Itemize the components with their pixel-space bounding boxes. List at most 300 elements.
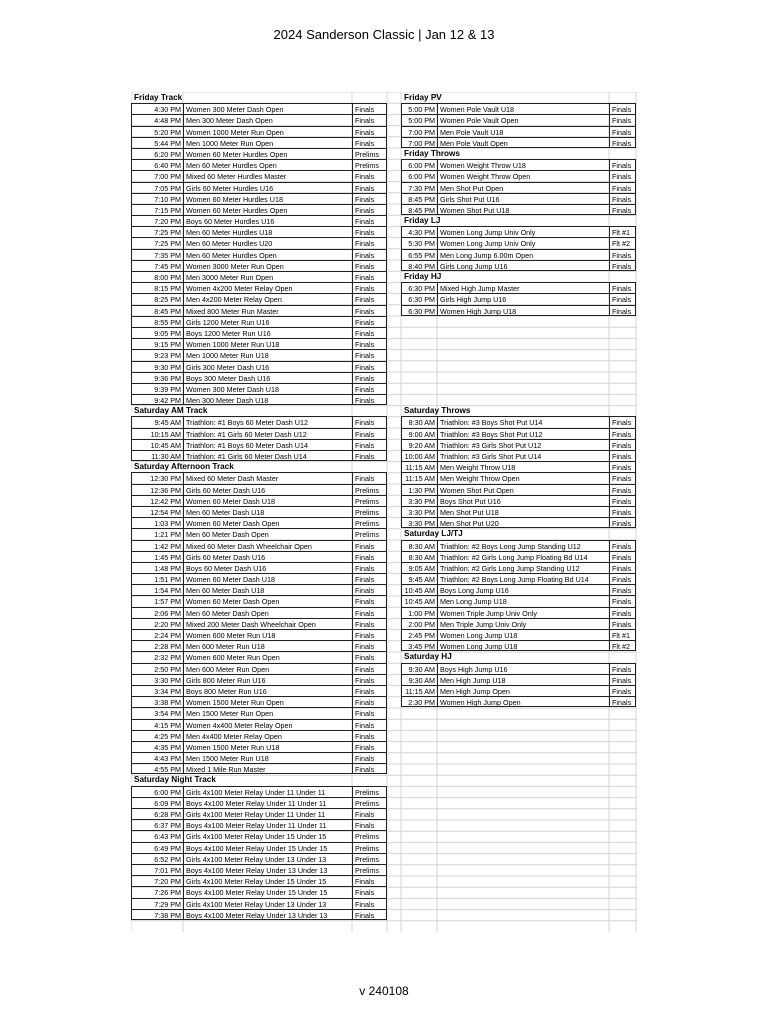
event-time: 10:45 AM bbox=[401, 584, 437, 595]
event-round: Finals bbox=[352, 607, 387, 618]
event-time: 7:00 PM bbox=[131, 170, 183, 181]
event-round: Finals bbox=[352, 595, 387, 606]
event-row bbox=[131, 842, 401, 853]
event-row bbox=[131, 830, 401, 841]
event-time: 1:54 PM bbox=[131, 584, 183, 595]
event-round: Finals bbox=[352, 260, 387, 271]
event-time: 10:15 AM bbox=[131, 428, 183, 439]
event-round: Flt #1 bbox=[609, 226, 636, 237]
event-name: Mixed 200 Meter Dash Wheelchair Open bbox=[183, 618, 352, 629]
right-schedule-column bbox=[401, 92, 637, 707]
event-round: Finals bbox=[352, 685, 387, 696]
event-time: 6:43 PM bbox=[131, 830, 183, 841]
event-row bbox=[131, 763, 401, 774]
section-header-label: Friday Track bbox=[134, 93, 183, 102]
event-time: 11:15 AM bbox=[401, 461, 437, 472]
event-row bbox=[401, 685, 637, 696]
event-row bbox=[131, 148, 401, 159]
event-time: 3:30 PM bbox=[401, 495, 437, 506]
event-name: Girls 4x100 Meter Relay Under 15 Under 15 bbox=[183, 830, 352, 841]
event-name: Men Shot Put U18 bbox=[437, 506, 609, 517]
event-name: Women Pole Vault Open bbox=[437, 114, 609, 125]
event-row bbox=[401, 282, 637, 293]
event-time: 7:00 PM bbox=[401, 126, 437, 137]
event-time: 5:44 PM bbox=[131, 137, 183, 148]
event-round: Finals bbox=[609, 584, 636, 595]
event-round: Finals bbox=[609, 461, 636, 472]
event-row bbox=[401, 237, 637, 248]
event-name: Boys 4x100 Meter Relay Under 13 Under 13 bbox=[183, 909, 352, 920]
event-time: 8:30 AM bbox=[401, 551, 437, 562]
event-time: 6:28 PM bbox=[131, 808, 183, 819]
section-header-label: Saturday AM Track bbox=[134, 406, 208, 416]
event-row bbox=[131, 528, 401, 539]
event-time: 9:30 AM bbox=[401, 663, 437, 674]
event-time: 9:30 AM bbox=[401, 674, 437, 685]
event-round: Finals bbox=[352, 428, 387, 439]
event-time: 6:00 PM bbox=[401, 170, 437, 181]
event-name: Girls 4x100 Meter Relay Under 15 Under 15 bbox=[183, 875, 352, 886]
event-name: Girls 300 Meter Dash U16 bbox=[183, 361, 352, 372]
event-name: Triathlon: #2 Girls Long Jump Standing U12 bbox=[437, 562, 609, 573]
event-name: Triathlon: #2 Boys Long Jump Standing U12 bbox=[437, 540, 609, 551]
event-row bbox=[401, 484, 637, 495]
event-round: Finals bbox=[352, 237, 387, 248]
event-row bbox=[131, 182, 401, 193]
event-row bbox=[401, 506, 637, 517]
event-name: Mixed 1 Mile Run Master bbox=[183, 763, 352, 774]
event-time: 4:48 PM bbox=[131, 114, 183, 125]
event-row bbox=[401, 204, 637, 215]
event-row bbox=[131, 383, 401, 394]
event-row bbox=[401, 540, 637, 551]
event-round: Finals bbox=[609, 282, 636, 293]
event-round: Prelims bbox=[352, 786, 387, 797]
event-row bbox=[401, 126, 637, 137]
event-round: Finals bbox=[609, 193, 636, 204]
event-name: Triathlon: #3 Boys Shot Put U14 bbox=[437, 416, 609, 427]
event-name: Women 60 Meter Dash Open bbox=[183, 517, 352, 528]
event-row bbox=[131, 305, 401, 316]
event-round: Finals bbox=[352, 204, 387, 215]
event-time: 9:30 PM bbox=[131, 361, 183, 372]
event-name: Women 60 Meter Dash Open bbox=[183, 595, 352, 606]
event-row bbox=[131, 898, 401, 909]
event-row bbox=[401, 416, 637, 427]
section-header-label: Saturday HJ bbox=[404, 652, 452, 662]
event-time: 1:57 PM bbox=[131, 595, 183, 606]
event-row bbox=[131, 103, 401, 114]
event-name: Girls 4x100 Meter Relay Under 11 Under 11 bbox=[183, 808, 352, 819]
event-time: 9:45 AM bbox=[131, 416, 183, 427]
event-row bbox=[131, 193, 401, 204]
event-round: Finals bbox=[352, 282, 387, 293]
event-time: 1:48 PM bbox=[131, 562, 183, 573]
event-row bbox=[131, 327, 401, 338]
version-label: v 240108 bbox=[359, 984, 409, 998]
event-time: 12:42 PM bbox=[131, 495, 183, 506]
event-name: Women Long Jump Univ Only bbox=[437, 226, 609, 237]
event-time: 7:26 PM bbox=[131, 886, 183, 897]
event-name: Men 60 Meter Dash U18 bbox=[183, 584, 352, 595]
event-round: Finals bbox=[609, 551, 636, 562]
event-round: Finals bbox=[352, 226, 387, 237]
event-time: 6:20 PM bbox=[131, 148, 183, 159]
event-round: Prelims bbox=[352, 842, 387, 853]
event-time: 6:40 PM bbox=[131, 159, 183, 170]
event-row bbox=[131, 685, 401, 696]
event-name: Girls 60 Meter Dash U16 bbox=[183, 484, 352, 495]
event-name: Men High Jump Open bbox=[437, 685, 609, 696]
event-row bbox=[401, 517, 637, 528]
event-row bbox=[131, 204, 401, 215]
event-row bbox=[401, 103, 637, 114]
event-name: Women 1500 Meter Run Open bbox=[183, 696, 352, 707]
event-row bbox=[131, 215, 401, 226]
event-row bbox=[131, 361, 401, 372]
event-round: Finals bbox=[609, 674, 636, 685]
section-header bbox=[401, 148, 637, 159]
event-row bbox=[401, 696, 637, 707]
event-round: Finals bbox=[609, 685, 636, 696]
event-row bbox=[131, 484, 401, 495]
event-row bbox=[131, 584, 401, 595]
event-time: 7:35 PM bbox=[131, 249, 183, 260]
event-row bbox=[401, 663, 637, 674]
event-round: Finals bbox=[609, 416, 636, 427]
event-name: Women 300 Meter Dash Open bbox=[183, 103, 352, 114]
event-time: 12:30 PM bbox=[131, 472, 183, 483]
event-time: 5:00 PM bbox=[401, 103, 437, 114]
event-row bbox=[131, 786, 401, 797]
event-time: 7:20 PM bbox=[131, 875, 183, 886]
event-round: Finals bbox=[609, 137, 636, 148]
event-row bbox=[401, 450, 637, 461]
event-round: Finals bbox=[352, 707, 387, 718]
event-row bbox=[401, 182, 637, 193]
event-round: Finals bbox=[609, 159, 636, 170]
event-name: Mixed 60 Meter Dash Wheelchair Open bbox=[183, 540, 352, 551]
event-round: Finals bbox=[352, 215, 387, 226]
event-row bbox=[131, 293, 401, 304]
event-row bbox=[131, 719, 401, 730]
section-header-label: Saturday Night Track bbox=[134, 775, 216, 785]
event-time: 2:24 PM bbox=[131, 629, 183, 640]
event-name: Boys 1200 Meter Run U16 bbox=[183, 327, 352, 338]
event-name: Men Pole Vault Open bbox=[437, 137, 609, 148]
event-time: 12:54 PM bbox=[131, 506, 183, 517]
event-time: 9:05 AM bbox=[401, 562, 437, 573]
section-header bbox=[401, 651, 637, 662]
event-name: Men 4x400 Meter Relay Open bbox=[183, 730, 352, 741]
event-time: 2:45 PM bbox=[401, 629, 437, 640]
event-time: 9:00 AM bbox=[401, 428, 437, 439]
event-name: Women 60 Meter Dash U18 bbox=[183, 495, 352, 506]
event-name: Men Weight Throw U18 bbox=[437, 461, 609, 472]
section-header bbox=[401, 528, 637, 539]
event-name: Boys 60 Meter Hurdles U16 bbox=[183, 215, 352, 226]
event-row bbox=[131, 707, 401, 718]
section-header-label: Friday HJ bbox=[404, 272, 442, 281]
event-round: Finals bbox=[609, 484, 636, 495]
event-row bbox=[131, 864, 401, 875]
event-name: Women 60 Meter Hurdles U18 bbox=[183, 193, 352, 204]
event-time: 7:15 PM bbox=[131, 204, 183, 215]
event-name: Women Triple Jump Univ Only bbox=[437, 607, 609, 618]
event-row bbox=[131, 428, 401, 439]
event-round: Finals bbox=[609, 495, 636, 506]
event-row bbox=[131, 875, 401, 886]
event-name: Boys 300 Meter Dash U16 bbox=[183, 372, 352, 383]
event-name: Women Shot Put Open bbox=[437, 484, 609, 495]
event-time: 5:30 PM bbox=[401, 237, 437, 248]
event-row bbox=[131, 540, 401, 551]
event-round: Flt #2 bbox=[609, 640, 636, 651]
schedule-table bbox=[131, 92, 637, 932]
section-header bbox=[131, 774, 401, 785]
event-round: Finals bbox=[352, 909, 387, 920]
event-time: 8:45 PM bbox=[131, 305, 183, 316]
event-time: 6:49 PM bbox=[131, 842, 183, 853]
event-name: Men Pole Vault U18 bbox=[437, 126, 609, 137]
event-time: 8:30 AM bbox=[401, 540, 437, 551]
event-row bbox=[401, 305, 637, 316]
event-time: 4:30 PM bbox=[131, 103, 183, 114]
event-name: Girls 4x100 Meter Relay Under 13 Under 13 bbox=[183, 898, 352, 909]
event-time: 2:28 PM bbox=[131, 640, 183, 651]
event-name: Boys High Jump U16 bbox=[437, 663, 609, 674]
event-row bbox=[131, 640, 401, 651]
event-round: Finals bbox=[352, 618, 387, 629]
event-time: 8:00 PM bbox=[131, 271, 183, 282]
event-row bbox=[401, 618, 637, 629]
event-row bbox=[131, 137, 401, 148]
event-round: Finals bbox=[352, 674, 387, 685]
event-round: Finals bbox=[609, 506, 636, 517]
event-row bbox=[131, 797, 401, 808]
event-name: Women 300 Meter Dash U18 bbox=[183, 383, 352, 394]
event-round: Finals bbox=[352, 696, 387, 707]
event-row bbox=[131, 372, 401, 383]
event-round: Finals bbox=[609, 540, 636, 551]
event-time: 8:45 PM bbox=[401, 204, 437, 215]
event-time: 9:42 PM bbox=[131, 394, 183, 405]
event-time: 2:06 PM bbox=[131, 607, 183, 618]
event-time: 6:55 PM bbox=[401, 249, 437, 260]
event-round: Finals bbox=[609, 595, 636, 606]
event-name: Men 300 Meter Dash Open bbox=[183, 114, 352, 125]
event-time: 11:15 AM bbox=[401, 472, 437, 483]
event-row bbox=[131, 819, 401, 830]
section-header-label: Saturday Throws bbox=[404, 406, 471, 416]
event-name: Women High Jump U18 bbox=[437, 305, 609, 316]
event-time: 8:45 PM bbox=[401, 193, 437, 204]
event-row bbox=[131, 226, 401, 237]
event-name: Women Long Jump U18 bbox=[437, 629, 609, 640]
event-row bbox=[401, 428, 637, 439]
event-round: Finals bbox=[609, 305, 636, 316]
event-name: Girls 60 Meter Hurdles U16 bbox=[183, 182, 352, 193]
event-name: Men 1000 Meter Run U18 bbox=[183, 349, 352, 360]
event-time: 7:25 PM bbox=[131, 237, 183, 248]
event-time: 1:03 PM bbox=[131, 517, 183, 528]
event-round: Finals bbox=[609, 114, 636, 125]
event-name: Women 4x200 Meter Relay Open bbox=[183, 282, 352, 293]
event-row bbox=[401, 159, 637, 170]
event-name: Girls 4x100 Meter Relay Under 11 Under 11 bbox=[183, 786, 352, 797]
event-round: Prelims bbox=[352, 495, 387, 506]
event-name: Boys 4x100 Meter Relay Under 15 Under 15 bbox=[183, 886, 352, 897]
event-row bbox=[131, 472, 401, 483]
event-round: Finals bbox=[352, 472, 387, 483]
event-row bbox=[131, 349, 401, 360]
event-round: Finals bbox=[609, 126, 636, 137]
event-time: 9:23 PM bbox=[131, 349, 183, 360]
page-title: 2024 Sanderson Classic | Jan 12 & 13 bbox=[273, 27, 495, 42]
event-row bbox=[401, 573, 637, 584]
section-header bbox=[401, 271, 637, 282]
event-time: 7:30 PM bbox=[401, 182, 437, 193]
event-name: Women Long Jump Univ Only bbox=[437, 237, 609, 248]
event-time: 7:10 PM bbox=[131, 193, 183, 204]
event-round: Finals bbox=[609, 696, 636, 707]
event-round: Finals bbox=[352, 126, 387, 137]
event-round: Finals bbox=[609, 663, 636, 674]
event-name: Girls 1200 Meter Run U16 bbox=[183, 316, 352, 327]
event-row bbox=[131, 249, 401, 260]
event-row bbox=[131, 237, 401, 248]
event-round: Finals bbox=[352, 730, 387, 741]
event-round: Prelims bbox=[352, 159, 387, 170]
event-round: Finals bbox=[352, 629, 387, 640]
event-round: Finals bbox=[352, 752, 387, 763]
event-name: Women 1000 Meter Run U18 bbox=[183, 338, 352, 349]
event-row bbox=[131, 114, 401, 125]
event-name: Men 60 Meter Hurdles Open bbox=[183, 249, 352, 260]
section-header-label: Friday Throws bbox=[404, 148, 460, 158]
event-name: Triathlon: #1 Girls 60 Meter Dash U12 bbox=[183, 428, 352, 439]
event-round: Prelims bbox=[352, 517, 387, 528]
event-row bbox=[401, 249, 637, 260]
event-time: 3:54 PM bbox=[131, 707, 183, 718]
event-name: Girls 60 Meter Dash U16 bbox=[183, 551, 352, 562]
event-time: 11:15 AM bbox=[401, 685, 437, 696]
section-header-label: Friday LJ bbox=[404, 216, 441, 226]
event-row bbox=[131, 629, 401, 640]
event-round: Finals bbox=[352, 875, 387, 886]
event-time: 9:15 PM bbox=[131, 338, 183, 349]
event-row bbox=[401, 674, 637, 685]
event-row bbox=[131, 126, 401, 137]
event-row bbox=[401, 551, 637, 562]
event-row bbox=[131, 562, 401, 573]
event-name: Girls Shot Put U16 bbox=[437, 193, 609, 204]
event-round: Prelims bbox=[352, 148, 387, 159]
event-name: Men Shot Put U20 bbox=[437, 517, 609, 528]
event-time: 8:15 PM bbox=[131, 282, 183, 293]
event-round: Flt #2 bbox=[609, 237, 636, 248]
event-time: 1:42 PM bbox=[131, 540, 183, 551]
event-row bbox=[131, 439, 401, 450]
event-row bbox=[131, 394, 401, 405]
event-name: Men 60 Meter Hurdles U18 bbox=[183, 226, 352, 237]
event-round: Finals bbox=[352, 103, 387, 114]
event-name: Men Shot Put Open bbox=[437, 182, 609, 193]
event-row bbox=[401, 640, 637, 651]
event-time: 1:51 PM bbox=[131, 573, 183, 584]
event-round: Finals bbox=[352, 819, 387, 830]
event-time: 7:00 PM bbox=[401, 137, 437, 148]
event-time: 3:30 PM bbox=[401, 517, 437, 528]
event-time: 7:38 PM bbox=[131, 909, 183, 920]
event-name: Triathlon: #2 Boys Long Jump Floating Bd U14 bbox=[437, 573, 609, 584]
event-time: 10:00 AM bbox=[401, 450, 437, 461]
event-time: 7:29 PM bbox=[131, 898, 183, 909]
event-name: Girls 4x100 Meter Relay Under 13 Under 13 bbox=[183, 853, 352, 864]
event-round: Finals bbox=[352, 584, 387, 595]
event-round: Finals bbox=[352, 886, 387, 897]
event-time: 2:00 PM bbox=[401, 618, 437, 629]
event-round: Finals bbox=[352, 383, 387, 394]
event-round: Prelims bbox=[352, 506, 387, 517]
event-row bbox=[401, 495, 637, 506]
event-name: Men 3000 Meter Run Open bbox=[183, 271, 352, 282]
event-name: Men 60 Meter Dash Open bbox=[183, 528, 352, 539]
event-round: Prelims bbox=[352, 864, 387, 875]
event-row bbox=[131, 607, 401, 618]
event-round: Finals bbox=[352, 763, 387, 774]
event-time: 4:25 PM bbox=[131, 730, 183, 741]
event-round: Prelims bbox=[352, 484, 387, 495]
event-round: Finals bbox=[352, 182, 387, 193]
event-round: Finals bbox=[609, 618, 636, 629]
event-name: Mixed 60 Meter Hurdles Master bbox=[183, 170, 352, 181]
event-row bbox=[131, 696, 401, 707]
event-round: Finals bbox=[609, 517, 636, 528]
event-name: Men Triple Jump Univ Only bbox=[437, 618, 609, 629]
event-round: Finals bbox=[609, 439, 636, 450]
event-name: Boys 4x100 Meter Relay Under 11 Under 11 bbox=[183, 797, 352, 808]
event-round: Finals bbox=[352, 316, 387, 327]
event-row bbox=[131, 338, 401, 349]
event-name: Women 600 Meter Run Open bbox=[183, 651, 352, 662]
event-time: 2:50 PM bbox=[131, 663, 183, 674]
event-row bbox=[131, 416, 401, 427]
event-time: 3:34 PM bbox=[131, 685, 183, 696]
section-header bbox=[131, 92, 401, 103]
event-row bbox=[131, 741, 401, 752]
event-round: Finals bbox=[609, 103, 636, 114]
event-name: Men 1500 Meter Run U18 bbox=[183, 752, 352, 763]
event-round: Finals bbox=[352, 114, 387, 125]
event-round: Finals bbox=[352, 640, 387, 651]
event-round: Finals bbox=[609, 428, 636, 439]
event-row bbox=[131, 595, 401, 606]
event-name: Women High Jump Open bbox=[437, 696, 609, 707]
event-row bbox=[401, 584, 637, 595]
event-row bbox=[131, 551, 401, 562]
event-row bbox=[401, 114, 637, 125]
event-name: Triathlon: #1 Boys 60 Meter Dash U14 bbox=[183, 439, 352, 450]
event-round: Finals bbox=[609, 204, 636, 215]
event-time: 6:30 PM bbox=[401, 305, 437, 316]
event-row bbox=[131, 271, 401, 282]
event-time: 6:30 PM bbox=[401, 282, 437, 293]
event-time: 3:45 PM bbox=[401, 640, 437, 651]
event-time: 6:52 PM bbox=[131, 853, 183, 864]
event-row bbox=[131, 808, 401, 819]
event-name: Mixed 60 Meter Dash Master bbox=[183, 472, 352, 483]
